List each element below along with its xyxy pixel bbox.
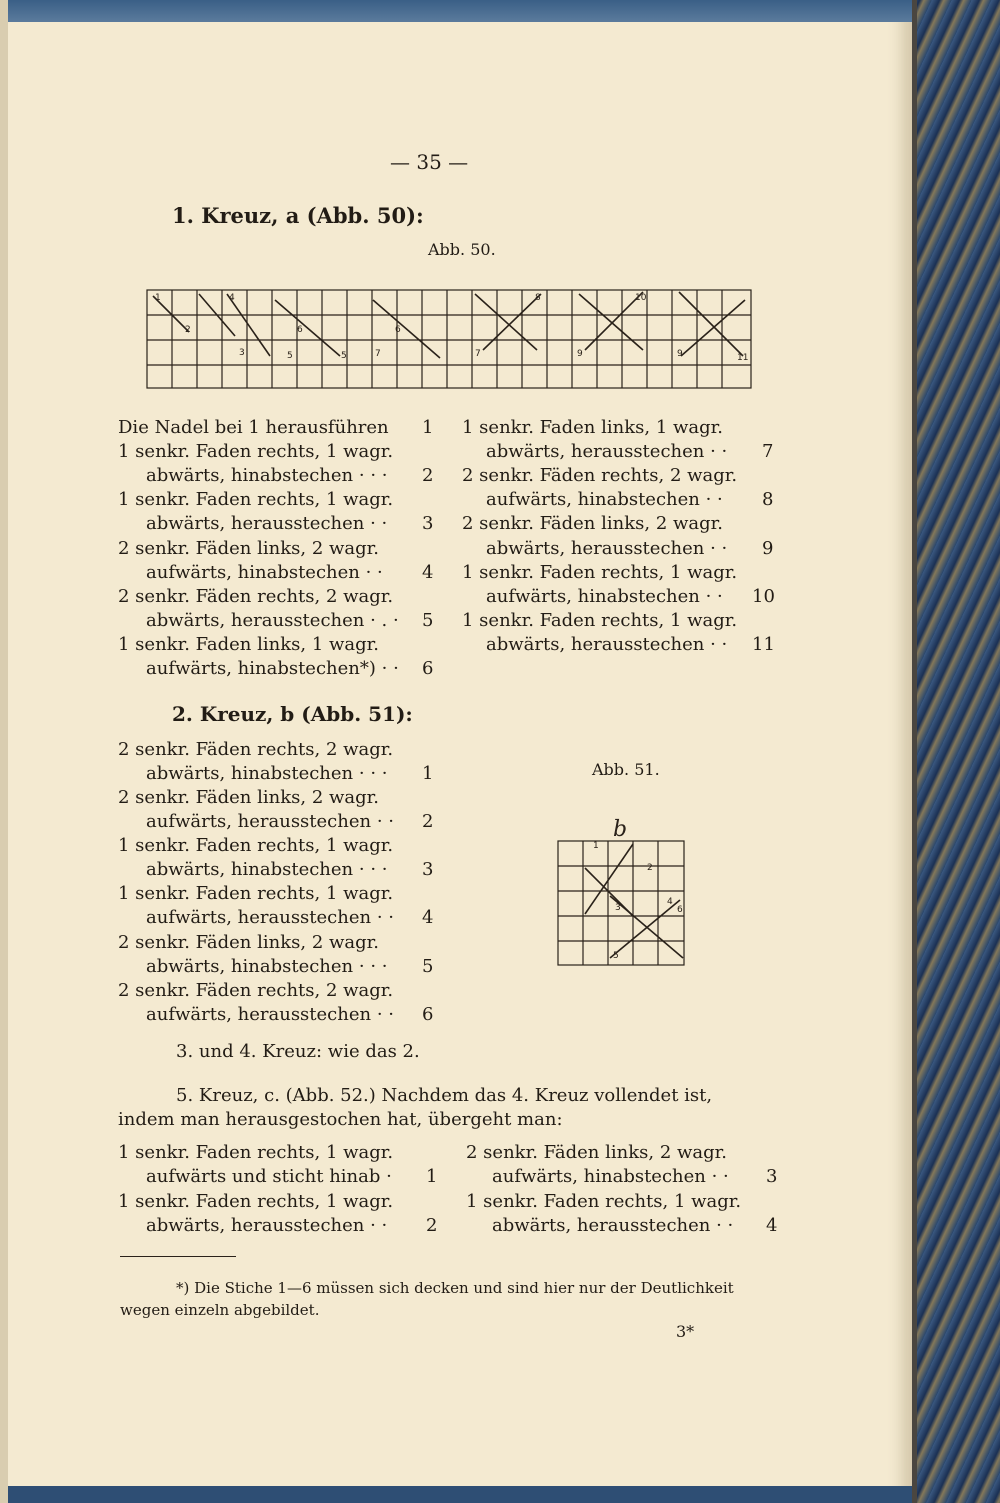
fig50-num: 6 — [395, 325, 401, 335]
text-line: 2 senkr. Fäden rechts, 2 wagr. — [118, 739, 394, 760]
text-line: 2 senkr. Fäden links, 2 wagr. — [466, 1142, 727, 1163]
text-line: Die Nadel bei 1 herausführen — [118, 417, 389, 438]
text-line: aufwärts, hinabstechen · · — [492, 1166, 729, 1187]
stitch-number: 1 — [426, 1166, 438, 1187]
text-line: 2 senkr. Fäden links, 2 wagr. — [118, 787, 379, 808]
figure50-label: Abb. 50. — [428, 240, 496, 259]
text-line: abwärts, herausstechen · · — [486, 538, 728, 559]
text-line: 2 senkr. Fäden rechts, 2 wagr. — [462, 465, 738, 486]
stitch-number: 6 — [422, 1004, 434, 1025]
text-line: 1 senkr. Faden rechts, 1 wagr. — [118, 1191, 394, 1212]
text-line: abwärts, herausstechen · · — [146, 1215, 388, 1236]
fig50-num: 6 — [297, 325, 303, 335]
stitch-number: 1 — [422, 763, 434, 784]
fig50-num: 1 — [155, 293, 161, 303]
text-line: aufwärts, herausstechen · · — [146, 1004, 394, 1025]
text-line: abwärts, hinabstechen · · · — [146, 859, 388, 880]
stitch-number: 4 — [422, 562, 434, 583]
text-line: abwärts, hinabstechen · · · — [146, 465, 388, 486]
text-line: 2 senkr. Fäden rechts, 2 wagr. — [118, 586, 394, 607]
text-line: 2 senkr. Fäden links, 2 wagr. — [462, 513, 723, 534]
top-edge — [0, 0, 912, 22]
fig50-num: 10 — [635, 293, 647, 303]
figure51-label: Abb. 51. — [592, 760, 660, 779]
text-line: 2 senkr. Fäden links, 2 wagr. — [118, 538, 379, 559]
text-line: 1 senkr. Faden rechts, 1 wagr. — [466, 1191, 742, 1212]
bottom-edge — [0, 1486, 912, 1503]
stitch-number: 6 — [422, 658, 434, 679]
fig50-num: 5 — [287, 351, 293, 361]
text-line: aufwärts, hinabstechen*) · · — [146, 658, 399, 679]
section3-text: 3. und 4. Kreuz: wie das 2. — [176, 1041, 420, 1062]
stitch-number: 3 — [766, 1166, 778, 1187]
fig51-num: 4 — [667, 897, 673, 907]
text-line: 1 senkr. Faden rechts, 1 wagr. — [462, 562, 738, 583]
text-line: abwärts, herausstechen · · — [146, 513, 388, 534]
text-line: abwärts, hinabstechen · · · — [146, 763, 388, 784]
text-line: abwärts, herausstechen · · — [486, 441, 728, 462]
fig50-num: 4 — [229, 293, 235, 303]
fig50-num: 7 — [475, 349, 481, 359]
text-line: 1 senkr. Faden links, 1 wagr. — [462, 417, 723, 438]
stitch-number: 2 — [422, 465, 434, 486]
figure51-numbers — [593, 841, 683, 961]
text-line: 1 senkr. Faden rechts, 1 wagr. — [118, 835, 394, 856]
text-line: aufwärts, herausstechen · · — [146, 811, 394, 832]
page-number: — 35 — — [390, 150, 469, 174]
stitch-number: 3 — [422, 513, 434, 534]
text-line: 2 senkr. Fäden links, 2 wagr. — [118, 932, 379, 953]
stitch-number: 10 — [752, 586, 775, 607]
stitch-number: 5 — [422, 610, 434, 631]
text-line: abwärts, herausstechen · · — [486, 634, 728, 655]
text-line: aufwärts, herausstechen · · — [146, 907, 394, 928]
stitch-number: 7 — [762, 441, 774, 462]
text-line: 1 senkr. Faden links, 1 wagr. — [118, 634, 379, 655]
fig51-num: 1 — [593, 841, 599, 851]
stitch-number: 9 — [762, 538, 774, 559]
text-line: 2 senkr. Fäden rechts, 2 wagr. — [118, 980, 394, 1001]
fig51-letter: b — [613, 817, 628, 842]
stitch-number: 3 — [422, 859, 434, 880]
fig50-num: 11 — [737, 353, 749, 363]
footnote-rule — [120, 1256, 236, 1257]
text-line: 1 senkr. Faden rechts, 1 wagr. — [118, 489, 394, 510]
section2-heading: 2. Kreuz, b (Abb. 51): — [172, 702, 413, 726]
fig50-num: 8 — [535, 293, 541, 303]
sheet-signature: 3* — [676, 1322, 695, 1341]
text-line: aufwärts und sticht hinab · — [146, 1166, 392, 1187]
stitch-number: 1 — [422, 417, 434, 438]
page-gutter — [0, 0, 8, 1503]
stitch-number: 5 — [422, 956, 434, 977]
figure50-grid — [147, 290, 751, 388]
text-line: abwärts, hinabstechen · · · — [146, 956, 388, 977]
text-line: 1 senkr. Faden rechts, 1 wagr. — [118, 1142, 394, 1163]
section1-heading: 1. Kreuz, a (Abb. 50): — [172, 203, 424, 228]
stitch-number: 2 — [426, 1215, 438, 1236]
fig51-num: 5 — [613, 951, 619, 961]
stitch-number: 4 — [422, 907, 434, 928]
fig51-num: 2 — [647, 863, 653, 873]
section5-intro-1: 5. Kreuz, c. (Abb. 52.) Nachdem das 4. Kreuz vollendet ist, — [176, 1085, 713, 1106]
fig50-num: 3 — [239, 348, 245, 358]
book-cover-edge — [912, 0, 1000, 1503]
text-line: abwärts, herausstechen · · — [492, 1215, 734, 1236]
stitch-number: 8 — [762, 489, 774, 510]
fig51-num: 6 — [677, 905, 683, 915]
footnote-line-2: wegen einzeln abgebildet. — [120, 1301, 320, 1319]
text-line: 1 senkr. Faden rechts, 1 wagr. — [462, 610, 738, 631]
fig50-num: 7 — [375, 349, 381, 359]
figure50-diagram — [145, 288, 755, 390]
fig50-num: 9 — [577, 349, 583, 359]
text-line: 1 senkr. Faden rechts, 1 wagr. — [118, 441, 394, 462]
footnote-line-1: *) Die Stiche 1—6 müssen sich decken und sind hier nur der Deutlichkeit — [176, 1279, 734, 1297]
text-line: aufwärts, hinabstechen · · — [146, 562, 383, 583]
stitch-number: 11 — [752, 634, 775, 655]
text-line: aufwärts, hinabstechen · · — [486, 489, 723, 510]
fig50-num: 9 — [677, 349, 683, 359]
stitch-number: 4 — [766, 1215, 778, 1236]
text-line: 1 senkr. Faden rechts, 1 wagr. — [118, 883, 394, 904]
fig51-num: 3 — [615, 903, 621, 913]
text-line: aufwärts, hinabstechen · · — [486, 586, 723, 607]
fig50-num: 2 — [185, 325, 191, 335]
stitch-number: 2 — [422, 811, 434, 832]
figure51-diagram — [555, 808, 690, 973]
section5-intro-2: indem man herausgestochen hat, übergeht man: — [118, 1109, 563, 1130]
figure50-numbers — [155, 293, 748, 363]
text-line: abwärts, herausstechen · . · — [146, 610, 399, 631]
fig50-num: 5 — [341, 351, 347, 361]
